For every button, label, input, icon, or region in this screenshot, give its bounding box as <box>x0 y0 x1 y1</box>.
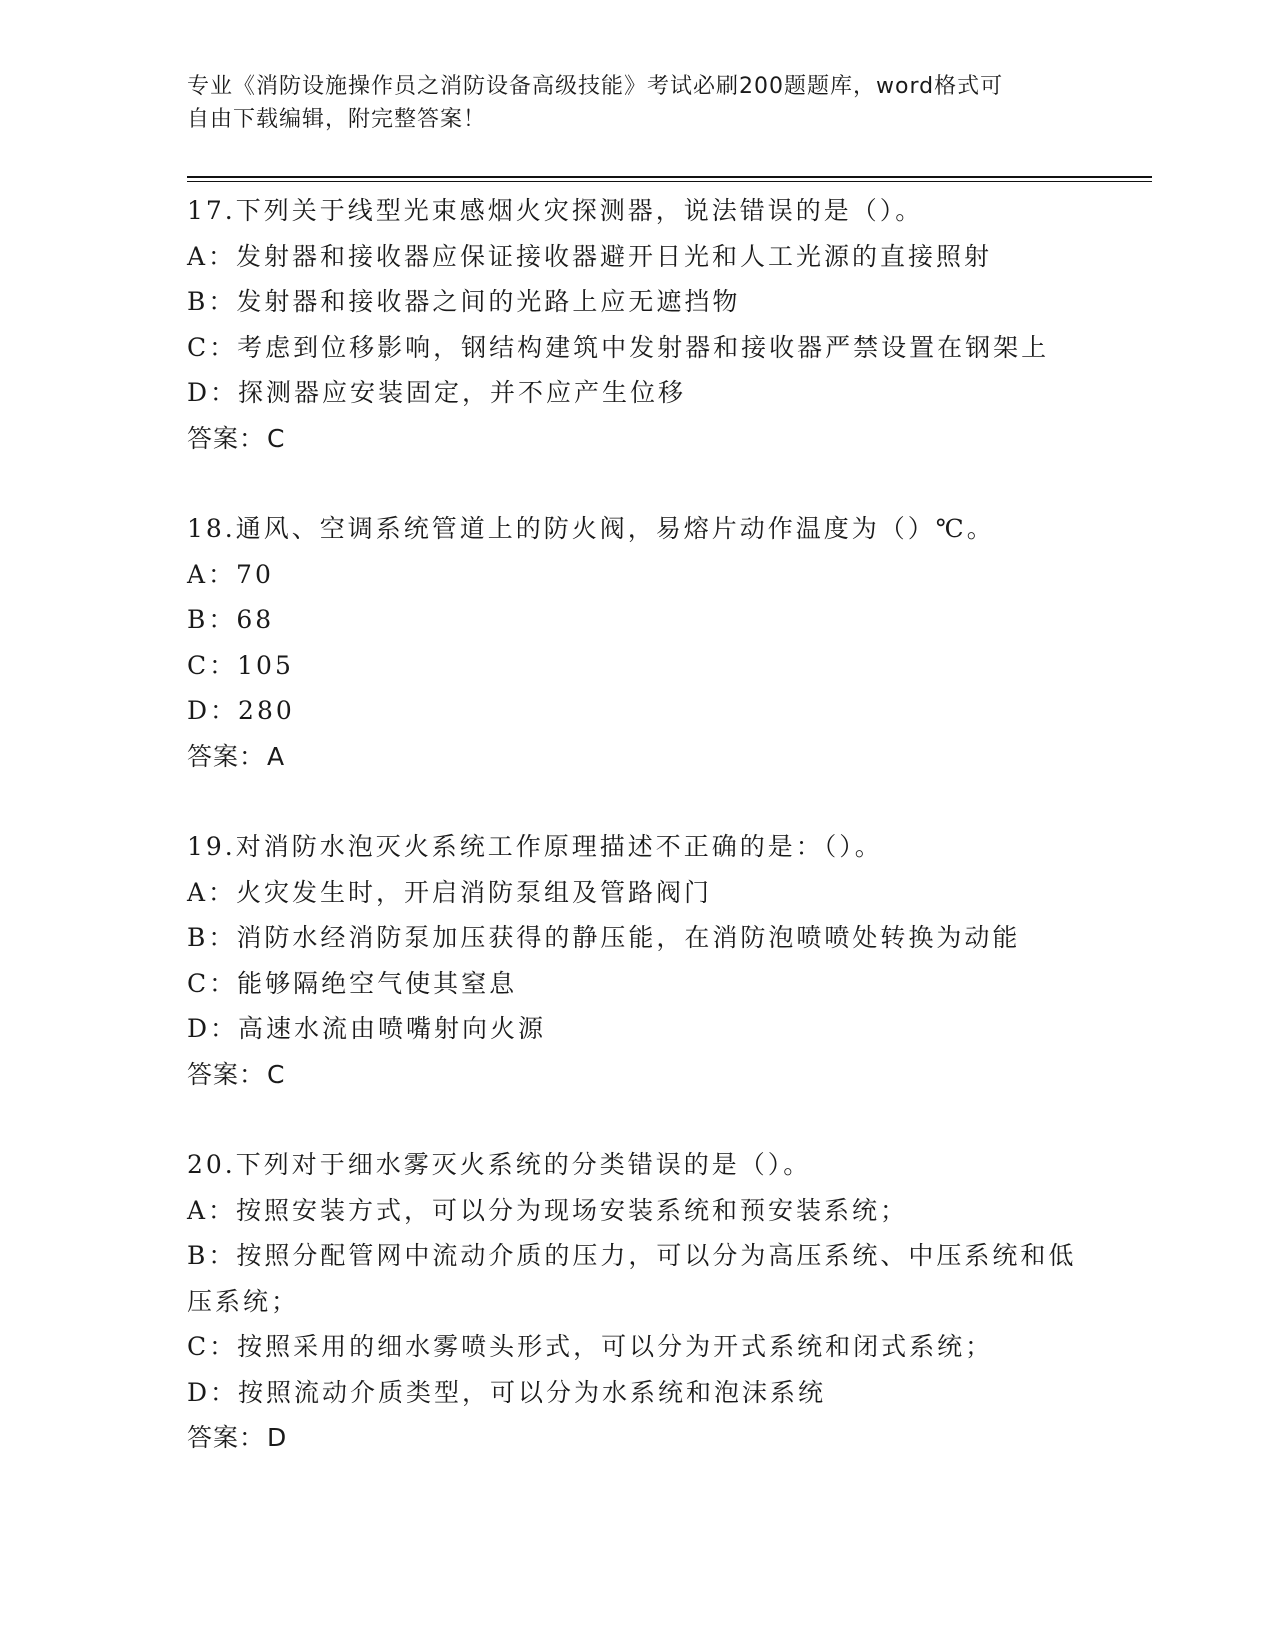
question-18 <box>187 506 1077 779</box>
question-20 <box>187 1142 1077 1461</box>
option-b: B：68 <box>187 605 275 634</box>
header-title-line-1: 专业《消防设施操作员之消防设备高级技能》考试必刷200题题库，word格式可 <box>187 74 1004 99</box>
option-c: C：105 <box>187 650 294 680</box>
option-a: A：70 <box>187 559 274 589</box>
answer-value: C <box>267 423 286 453</box>
answer-line <box>187 734 1077 780</box>
question-list <box>187 188 1077 1461</box>
document-header <box>187 70 1067 136</box>
question-stem: 19.对消防水泡灭火系统工作原理描述不正确的是：（）。 <box>187 832 883 861</box>
option-c: C：按照采用的细水雾喷头形式，可以分为开式系统和闭式系统； <box>187 1332 994 1361</box>
option-d: D：高速水流由喷嘴射向火源 <box>187 1014 547 1043</box>
option-c: C：能够隔绝空气使其窒息 <box>187 968 518 998</box>
answer-value: A <box>267 741 286 771</box>
option-a: A：火灾发生时，开启消防泵组及管路阀门 <box>187 877 713 907</box>
header-divider-thin <box>187 181 1152 182</box>
option-b: B：按照分配管网中流动介质的压力，可以分为高压系统、中压系统和低压系统； <box>187 1241 1077 1316</box>
answer-line <box>187 416 1077 462</box>
question-19 <box>187 824 1077 1097</box>
answer-line <box>187 1415 1077 1461</box>
answer-label: 答案： <box>187 741 266 771</box>
option-d: D：按照流动介质类型，可以分为水系统和泡沫系统 <box>187 1377 827 1407</box>
header-divider-thick <box>187 176 1152 178</box>
option-d: D：探测器应安装固定，并不应产生位移 <box>187 378 687 407</box>
option-b: B：发射器和接收器之间的光路上应无遮挡物 <box>187 287 741 316</box>
question-17 <box>187 188 1077 461</box>
answer-label: 答案： <box>187 1059 266 1089</box>
option-b: B：消防水经消防泵加压获得的静压能，在消防泡喷喷处转换为动能 <box>187 923 1021 952</box>
header-title-line-2: 自由下载编辑，附完整答案！ <box>187 107 487 132</box>
option-d: D：280 <box>187 696 295 725</box>
option-a: A：发射器和接收器应保证接收器避开日光和人工光源的直接照射 <box>187 241 993 271</box>
answer-value: D <box>267 1423 288 1452</box>
question-stem: 20.下列对于细水雾灭火系统的分类错误的是（）。 <box>187 1150 812 1179</box>
question-stem: 18.通风、空调系统管道上的防火阀，易熔片动作温度为（）℃。 <box>187 514 995 543</box>
option-c: C：考虑到位移影响，钢结构建筑中发射器和接收器严禁设置在钢架上 <box>187 332 1050 362</box>
answer-label: 答案： <box>187 423 266 453</box>
answer-value: C <box>267 1059 286 1089</box>
answer-label: 答案： <box>187 1423 266 1452</box>
question-stem: 17.下列关于线型光束感烟火灾探测器，说法错误的是（）。 <box>187 196 924 225</box>
answer-line <box>187 1052 1077 1098</box>
option-a: A：按照安装方式，可以分为现场安装系统和预安装系统； <box>187 1195 909 1225</box>
